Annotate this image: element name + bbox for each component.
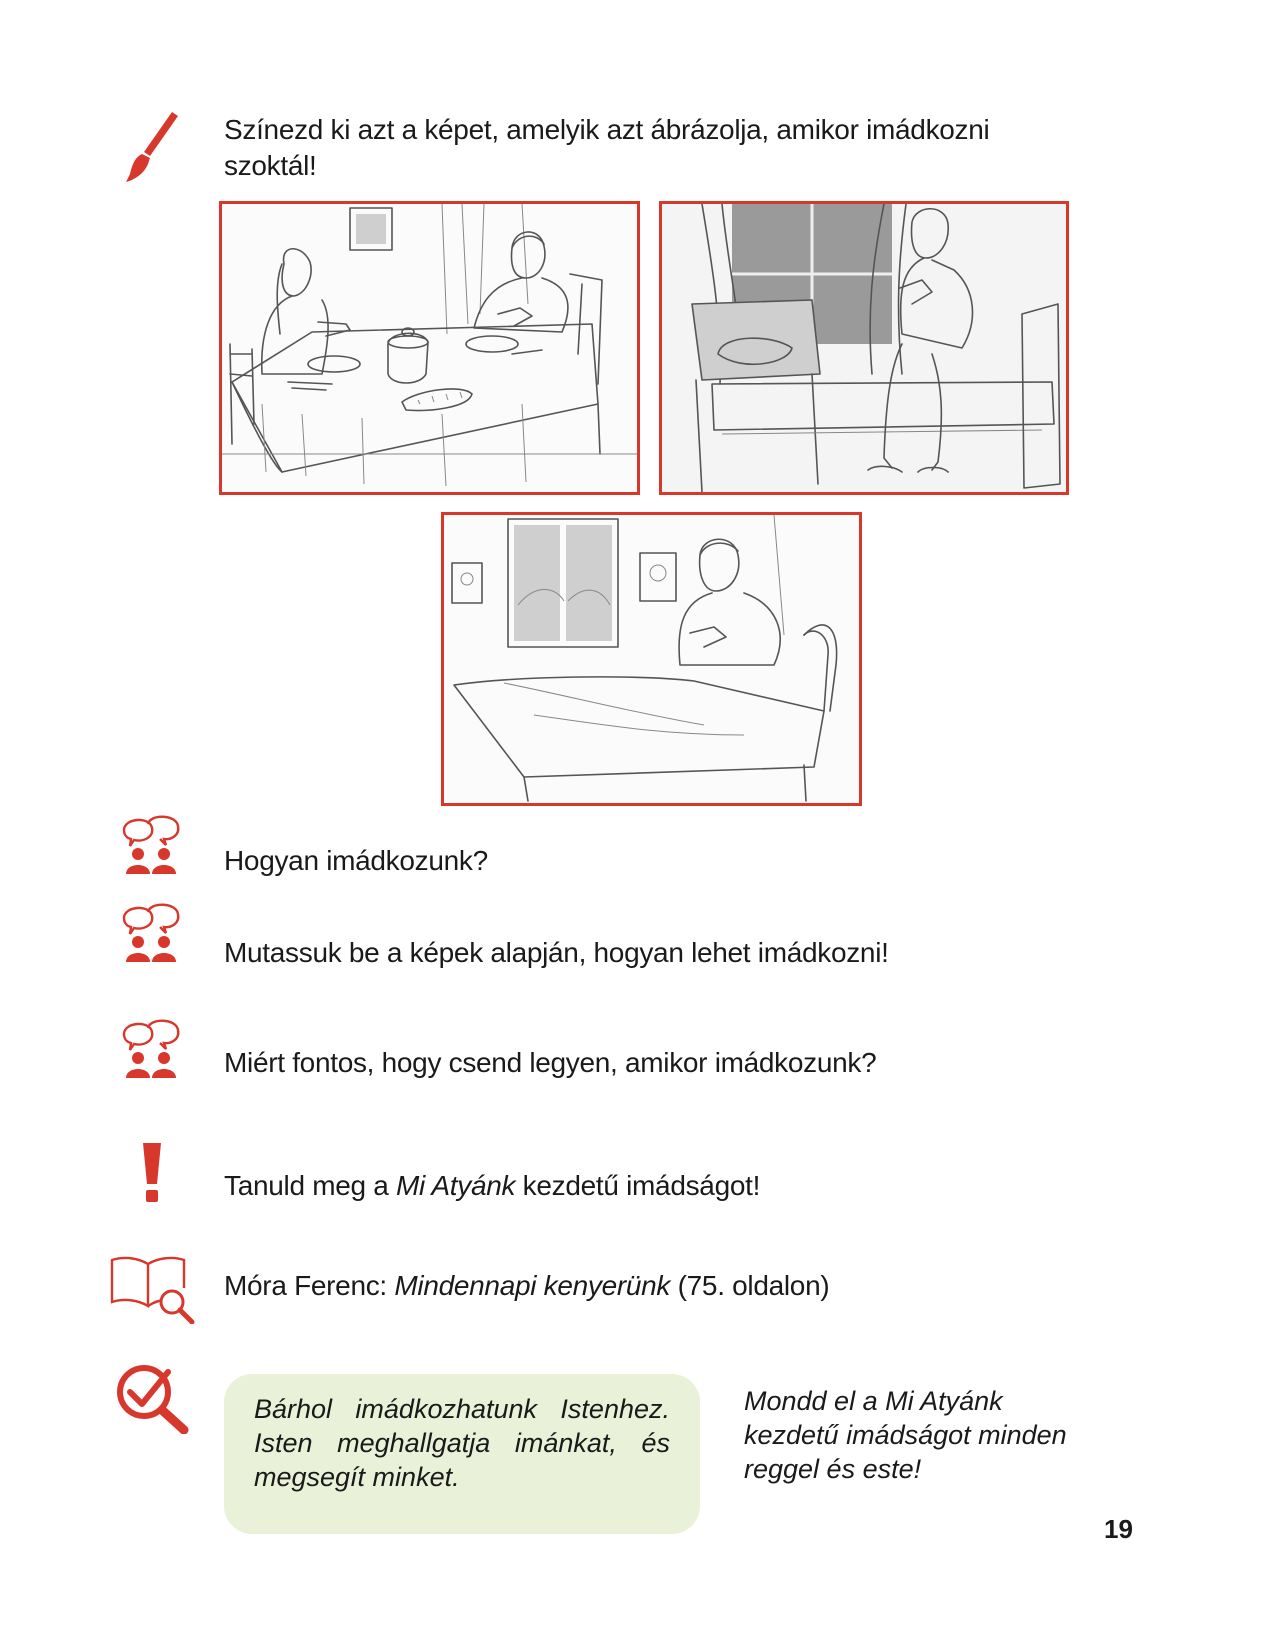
learn-text-italic: Mi Atyánk xyxy=(396,1170,516,1201)
question-3: Miért fontos, hogy csend legyen, amikor imádkozunk? xyxy=(224,1047,877,1078)
discussion-group-icon xyxy=(120,812,182,878)
reading-reference xyxy=(224,1268,829,1304)
reading-title: Mindennapi kenyerünk xyxy=(394,1270,671,1301)
task-line-2: szoktál! xyxy=(224,150,317,181)
paintbrush-icon xyxy=(120,108,180,184)
note-line-3: reggel és este! xyxy=(744,1454,922,1484)
reading-author: Móra Ferenc: xyxy=(224,1270,395,1301)
learn-text-before: Tanuld meg a xyxy=(224,1170,396,1201)
check-magnifier-icon xyxy=(114,1362,192,1434)
homework-note xyxy=(744,1384,1124,1486)
task-instruction xyxy=(224,112,1124,184)
discussion-group-icon xyxy=(120,1016,182,1082)
learn-text-after: kezdetű imádságot! xyxy=(515,1170,761,1201)
note-line-1: Mondd el a Mi Atyánk xyxy=(744,1386,1003,1416)
note-line-2: kezdetű imádságot minden xyxy=(744,1420,1067,1450)
summary-box xyxy=(224,1374,700,1534)
page-number: 19 xyxy=(1104,1514,1133,1544)
picture-bed-window-prayer[interactable] xyxy=(659,201,1069,495)
task-line-1: Színezd ki azt a képet, amelyik azt ábrázolja, amikor imádkozni xyxy=(224,114,990,145)
discussion-group-icon xyxy=(120,900,182,966)
picture-dinner-prayer[interactable] xyxy=(219,201,640,495)
reading-page-ref: (75. oldalon) xyxy=(670,1270,830,1301)
question-1: Hogyan imádkozunk? xyxy=(224,845,488,876)
summary-text: Bárhol imádkozhatunk Istenhez. Isten meghallgatja imánkat, és megsegít minket. xyxy=(254,1394,670,1492)
question-2: Mutassuk be a képek alapján, hogyan lehet imádkozni! xyxy=(224,937,889,968)
book-magnifier-icon xyxy=(108,1254,198,1324)
learn-instruction xyxy=(224,1168,760,1204)
picture-bed-prayer[interactable] xyxy=(441,512,862,806)
exclamation-icon xyxy=(140,1140,164,1206)
